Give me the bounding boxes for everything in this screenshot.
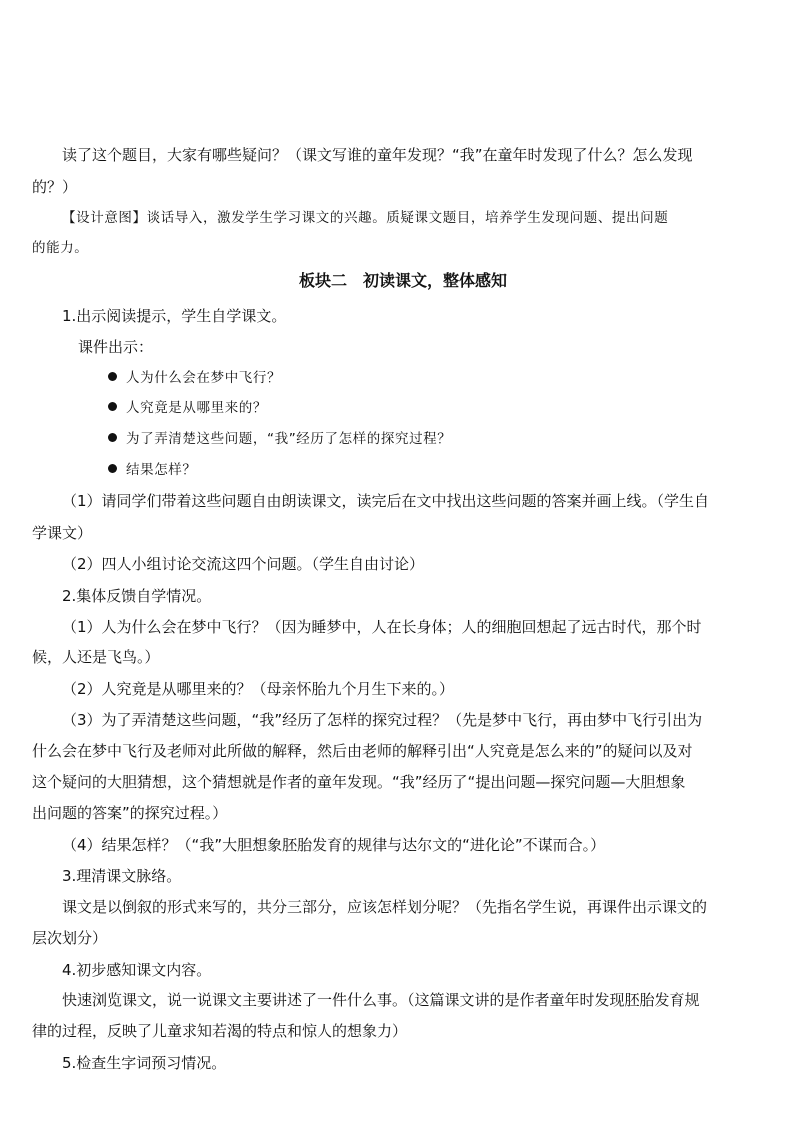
item-2-sub-4: （4）结果怎样？（“我”大胆想象胚胎发育的规律与达尔文的“进化论”不谋而合。） [62, 836, 606, 854]
item-2-heading: 2.集体反馈自学情况。 [62, 587, 212, 605]
design-intent-line-2: 的能力。 [32, 240, 89, 256]
item-4-text-line-1: 快速浏览课文，说一说课文主要讲述了一件什么事。（这篇课文讲的是作者童年时发现胚胎发育规 [62, 991, 700, 1009]
item-2-sub-2: （2）人究竟是从哪里来的？（母亲怀胎九个月生下来的。） [62, 680, 455, 698]
item-3-heading: 3.理清课文脉络。 [62, 867, 182, 885]
section-title: 板块二 初读课文，整体感知 [298, 271, 507, 290]
document-page [32, 0, 748, 1122]
item-2-sub-1-line-1: （1）人为什么会在梦中飞行？（因为睡梦中，人在长身体；人的细胞回想起了远古时代，那个时 [62, 618, 702, 636]
bullet-icon [108, 402, 117, 411]
bullet-item [108, 460, 197, 480]
item-2-sub-3-line-4: 出问题的答案”的探究过程。） [32, 804, 228, 822]
item-2-sub-1-line-2: 候，人还是飞鸟。） [32, 648, 160, 666]
item-3-text-line-2: 层次划分） [32, 929, 108, 947]
bullet-icon [108, 372, 117, 381]
item-3-text-line-1: 课文是以倒叙的形式来写的，共分三部分，应该怎样划分呢？（先指名学生说，再课件出示课文的 [62, 898, 708, 916]
item-1-heading: 1.出示阅读提示，学生自学课文。 [62, 307, 287, 325]
bullet-icon [108, 464, 117, 473]
item-1-sub-2: （2）四人小组讨论交流这四个问题。（学生自由讨论） [62, 555, 425, 573]
bullet-text: 为了弄清楚这些问题，“我”经历了怎样的探究过程？ [126, 431, 452, 447]
item-2-sub-3-line-1: （3）为了弄清楚这些问题，“我”经历了怎样的探究过程？（先是梦中飞行，再由梦中飞行引出为 [62, 711, 703, 729]
courseware-label: 课件出示： [78, 338, 154, 356]
item-4-heading: 4.初步感知课文内容。 [62, 961, 212, 979]
bullet-icon [108, 433, 117, 442]
item-2-sub-3-line-3: 这个疑问的大胆猜想，这个猜想就是作者的童年发现。“我”经历了“提出问题—探究问题—大胆想象 [32, 773, 686, 791]
bullet-item [108, 398, 267, 418]
bullet-item [108, 368, 281, 388]
item-1-sub-1-line-1: （1）请同学们带着这些问题自由朗读课文，读完后在文中找出这些问题的答案并画上线。（学生自 [62, 492, 710, 510]
design-intent-line-1: 【设计意图】谈话导入，激发学生学习课文的兴趣。质疑课文题目，培养学生发现问题、提出问题 [62, 210, 669, 226]
bullet-item [108, 429, 451, 449]
item-1-sub-1-line-2: 学课文） [32, 524, 93, 542]
bullet-text: 结果怎样？ [126, 462, 197, 478]
intro-line-2: 的？） [32, 178, 78, 196]
item-5-heading: 5.检查生字词预习情况。 [62, 1054, 227, 1072]
intro-line-1: 读了这个题目，大家有哪些疑问？（课文写谁的童年发现？“我”在童年时发现了什么？怎么发现 [62, 146, 693, 164]
bullet-text: 人为什么会在梦中飞行？ [126, 370, 282, 386]
bullet-text: 人究竟是从哪里来的？ [126, 400, 267, 416]
item-2-sub-3-line-2: 什么会在梦中飞行及老师对此所做的解释，然后由老师的解释引出“人究竟是怎么来的”的疑问以及对 [32, 742, 693, 760]
item-4-text-line-2: 律的过程，反映了儿童求知若渴的特点和惊人的想象力） [32, 1022, 408, 1040]
